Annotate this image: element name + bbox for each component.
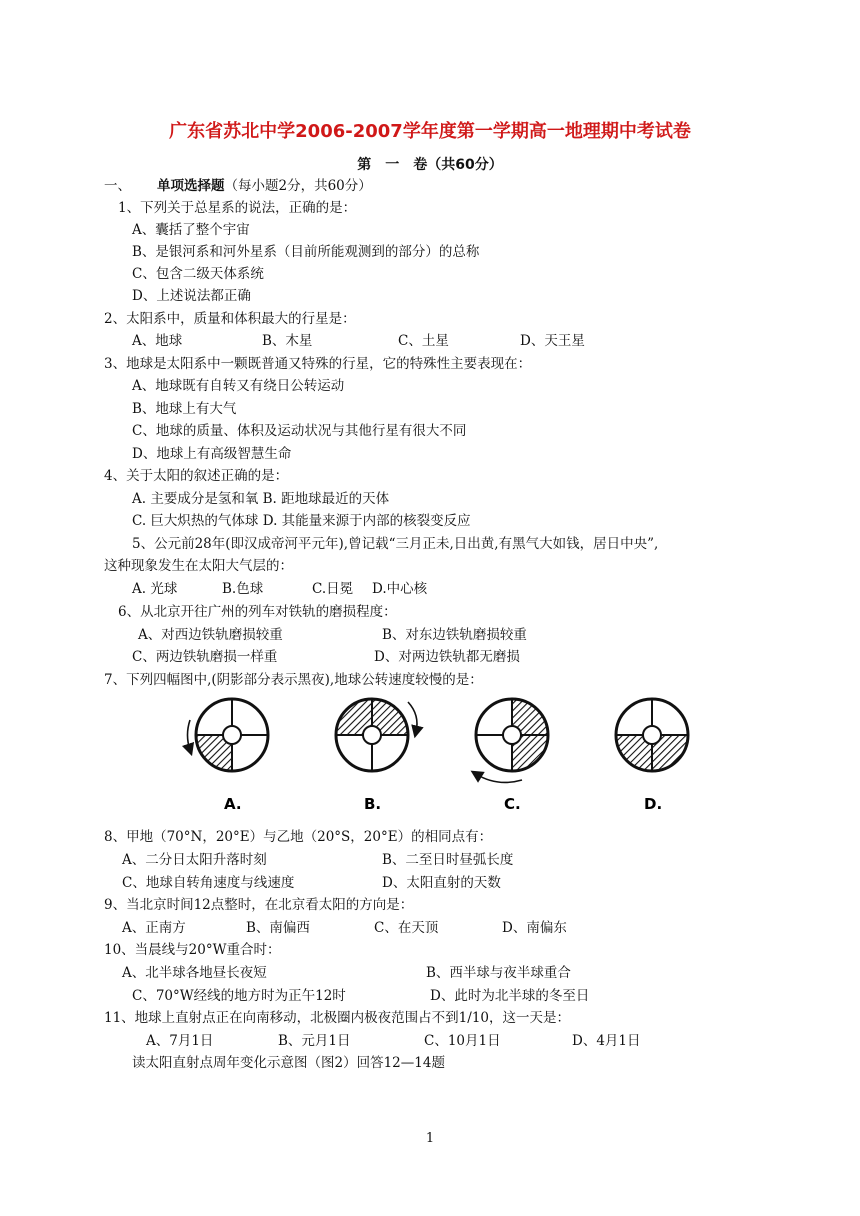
q1-option-d: D、上述说法都正确 xyxy=(132,288,251,304)
q10-option-b: B、西半球与夜半球重合 xyxy=(426,965,571,981)
question-5: 5、公元前28年(即汉成帝河平元年),曾记载“三月正未,日出黄,有黑气大如钱，居日中央”, xyxy=(132,536,659,552)
section-note: （每小题2分，共60分） xyxy=(224,178,372,194)
page-number: 1 xyxy=(425,1131,435,1146)
q10-option-a: A、北半球各地昼长夜短 xyxy=(122,965,267,981)
figure-c-earth xyxy=(476,699,548,782)
figure-d-label: D. xyxy=(644,795,663,813)
q6-option-b: B、对东边铁轨磨损较重 xyxy=(382,627,527,643)
q4-options-ab: A. 主要成分是氢和氧 B. 距地球最近的天体 xyxy=(132,491,390,507)
q11-option-a: A、7月1日 xyxy=(146,1033,214,1049)
q11-option-b: B、元月1日 xyxy=(278,1033,351,1049)
q1-option-c: C、包含二级天体系统 xyxy=(132,266,264,282)
question-9: 9、当北京时间12点整时，在北京看太阳的方向是： xyxy=(104,897,414,913)
q10-option-d: D、此时为北半球的冬至日 xyxy=(430,988,590,1004)
figure-b-earth xyxy=(336,699,417,771)
q9-option-a: A、正南方 xyxy=(122,920,186,936)
q11-option-d: D、4月1日 xyxy=(572,1033,641,1049)
q2-option-a: A、地球 xyxy=(132,333,183,349)
question-7: 7、下列四幅图中,(阴影部分表示黑夜),地球公转速度较慢的是： xyxy=(104,672,483,688)
figure-a-earth xyxy=(188,699,269,775)
q5-option-b: B.色球 xyxy=(222,581,264,597)
q6-option-c: C、两边铁轨磨损一样重 xyxy=(132,649,278,665)
q9-option-c: C、在天顶 xyxy=(374,920,439,936)
section-title: 单项选择题 xyxy=(157,178,225,194)
q9-option-d: D、南偏东 xyxy=(502,920,567,936)
question-5-cont: 这种现象发生在太阳大气层的： xyxy=(104,558,293,574)
question-6: 6、从北京开往广州的列车对铁轨的磨损程度： xyxy=(118,604,397,620)
q8-option-b: B、二至日时昼弧长度 xyxy=(382,852,514,868)
question-2: 2、太阳系中，质量和体积最大的行星是： xyxy=(104,311,356,327)
question-1: 1、下列关于总星系的说法，正确的是： xyxy=(118,200,357,216)
q4-options-cd: C. 巨大炽热的气体球 D. 其能量来源于内部的核裂变反应 xyxy=(132,513,471,529)
earth-orbit-figures xyxy=(172,690,712,820)
figure-d-earth xyxy=(616,699,688,775)
q8-option-d: D、太阳直射的天数 xyxy=(382,875,501,891)
exam-title: 广东省苏北中学2006-2007学年度第一学期高一地理期中考试卷 xyxy=(169,121,691,142)
section-number: 一、 xyxy=(104,178,131,194)
q11-option-c: C、10月1日 xyxy=(424,1033,501,1049)
q8-option-a: A、二分日太阳升落时刻 xyxy=(122,852,267,868)
question-8: 8、甲地（70°N，20°E）与乙地（20°S，20°E）的相同点有： xyxy=(104,829,493,845)
reading-instruction: 读太阳直射点周年变化示意图（图2）回答12—14题 xyxy=(132,1055,445,1071)
question-11: 11、地球上直射点正在向南移动，北极圈内极夜范围占不到1/10，这一天是： xyxy=(104,1010,570,1026)
question-3: 3、地球是太阳系中一颗既普通又特殊的行星，它的特殊性主要表现在： xyxy=(104,356,532,372)
q3-option-c: C、地球的质量、体积及运动状况与其他行星有很大不同 xyxy=(132,423,467,439)
q3-option-b: B、地球上有大气 xyxy=(132,401,237,417)
q5-option-d: D.中心核 xyxy=(372,581,428,597)
figure-a-label: A. xyxy=(224,795,242,813)
q3-option-a: A、地球既有自转又有绕日公转运动 xyxy=(132,378,345,394)
q3-option-d: D、地球上有高级智慧生命 xyxy=(132,446,292,462)
q5-option-c: C.日冕 xyxy=(312,581,354,597)
q1-option-b: B、是银河系和河外星系（目前所能观测到的部分）的总称 xyxy=(132,244,480,260)
volume-heading: 第 一 卷（共60分） xyxy=(357,157,503,173)
section-heading xyxy=(104,177,372,195)
q8-option-c: C、地球自转角速度与线速度 xyxy=(122,875,295,891)
question-4: 4、关于太阳的叙述正确的是： xyxy=(104,468,289,484)
q2-option-d: D、天王星 xyxy=(520,333,585,349)
q2-option-c: C、土星 xyxy=(398,333,449,349)
q1-option-a: A、囊括了整个宇宙 xyxy=(132,222,250,238)
question-10: 10、当晨线与20°W重合时： xyxy=(104,942,281,958)
figure-b-label: B. xyxy=(364,795,382,813)
q10-option-c: C、70°W经线的地方时为正午12时 xyxy=(132,988,346,1004)
q5-option-a: A. 光球 xyxy=(132,581,178,597)
figure-c-label: C. xyxy=(504,795,521,813)
q6-option-d: D、对两边铁轨都无磨损 xyxy=(374,649,520,665)
q9-option-b: B、南偏西 xyxy=(246,920,310,936)
q6-option-a: A、对西边铁轨磨损较重 xyxy=(138,627,283,643)
q2-option-b: B、木星 xyxy=(262,333,313,349)
